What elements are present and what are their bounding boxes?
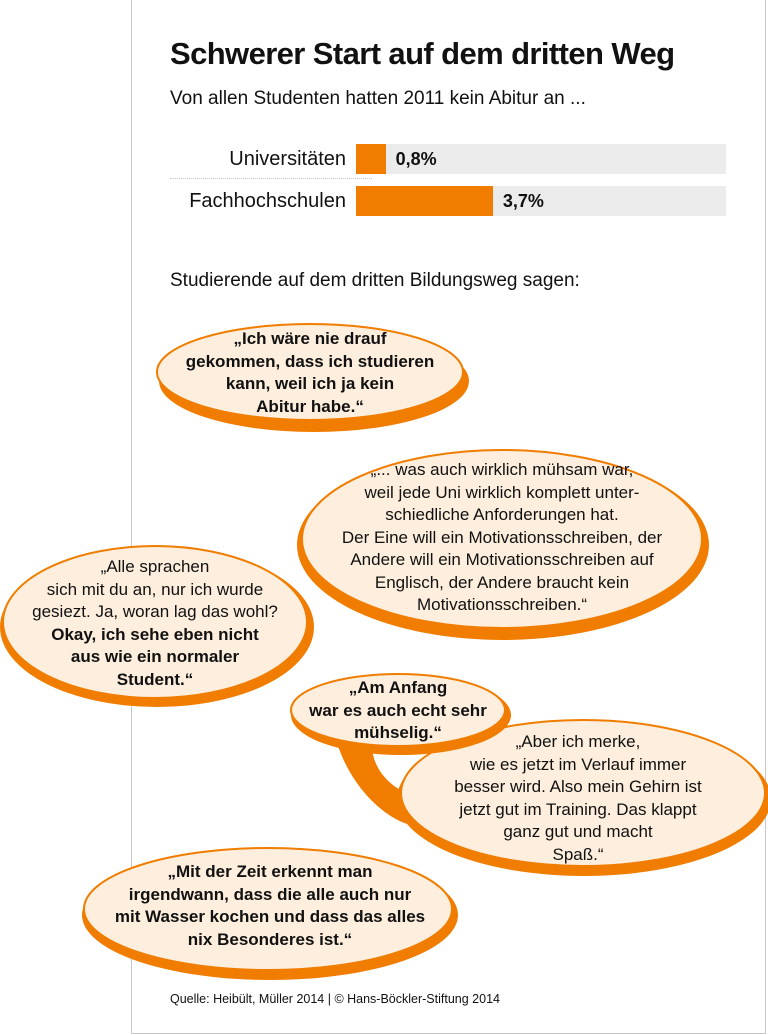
quote-5-line: jetzt gut im Training. Das klappt [459,799,697,819]
quote-2-line: Der Eine will ein Motivationsschreiben, der [341,527,663,547]
quote-3-line-bold: Student.“ [116,669,194,689]
quote-5-line: besser wird. Also mein Gehirn ist [454,777,702,796]
quote-3-line: „Alle sprachen [100,557,210,576]
quote-1 [170,328,450,418]
quote-1-line: Abitur habe.“ [256,396,364,416]
quote-2 [312,459,692,617]
quote-2-line: weil jede Uni wirklich komplett unter- [364,482,640,502]
chart-title: Schwerer Start auf dem dritten Weg [170,36,675,71]
quote-1-line: „Ich wäre nie drauf [233,329,387,348]
quote-5-line: wie es jetzt im Verlauf immer [469,754,687,774]
quote-2-line: Englisch, der Andere braucht kein [374,572,630,592]
quote-2-line: „... was auch wirklich mühsam war, [370,460,634,479]
quote-3-line: gesiezt. Ja, woran lag das wohl? [32,602,278,621]
quote-5-line: „Aber ich merke, [515,732,641,751]
bar-value-fachhochschulen: 3,7% [502,191,544,211]
quote-5-line: Spaß.“ [552,844,604,864]
quote-2-line: Andere will ein Motivationsschreiben auf [350,550,654,569]
bar-label-fachhochschulen: Fachhochschulen [189,190,346,212]
quote-1-line: gekommen, dass ich studieren [185,351,435,371]
quote-2-line: schiedliche Anforderungen hat. [385,505,619,524]
quote-5 [418,731,738,866]
quote-3 [15,556,295,691]
chart-subtitle: Von allen Studenten hatten 2011 kein Abitur an ... [170,88,586,109]
quote-6-line: mit Wasser kochen und dass das alles [114,907,426,926]
quote-4-line: war es auch echt sehr [309,700,487,720]
quote-5-line: ganz gut und macht [503,822,653,841]
quote-3-line: sich mit du an, nur ich wurde [46,579,264,599]
section-heading: Studierende auf dem dritten Bildungsweg sagen: [170,270,580,291]
source-note: Quelle: Heibült, Müller 2014 | © Hans-Böckler-Stiftung 2014 [170,992,500,1006]
quote-3-line-bold: Okay, ich sehe eben nicht [51,624,259,644]
quote-3-line-bold: aus wie ein normaler [70,647,240,666]
bar-value-universitaeten: 0,8% [395,149,437,169]
quote-2-line: Motivationsschreiben.“ [416,595,588,614]
quote-4-line: mühselig.“ [354,723,442,742]
quote-4-line: „Am Anfang [348,678,448,697]
quote-6-line: nix Besonderes ist.“ [187,929,353,949]
quote-6 [100,861,440,951]
quote-6-line: irgendwann, dass die alle auch nur [128,884,412,904]
bar-label-universitaeten: Universitäten [229,148,346,170]
quote-1-line: kann, weil ich ja kein [225,374,395,393]
quote-6-line: „Mit der Zeit erkennt man [167,862,373,881]
